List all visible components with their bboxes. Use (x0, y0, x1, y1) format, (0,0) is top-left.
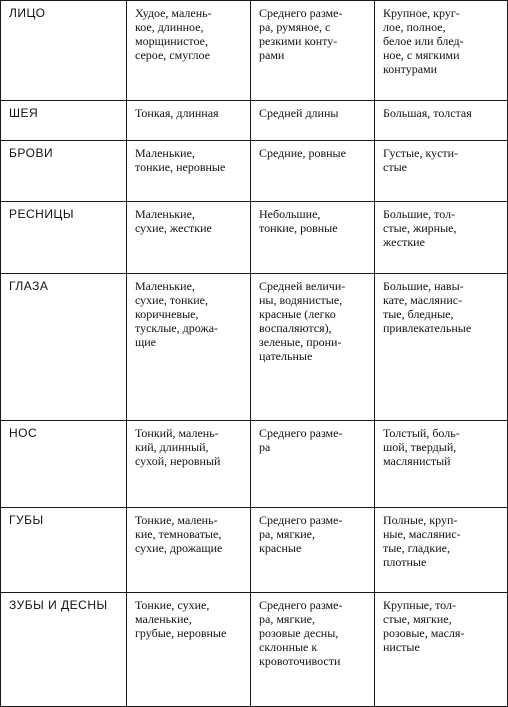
cell-text: Маленькие, сухие, тонкие, коричневые, тусклые, дрожа- щие (135, 279, 219, 349)
row-label: НОС (1, 421, 127, 508)
cell-text: Тонкая, длинная (135, 106, 219, 120)
table-cell (375, 421, 508, 508)
cell-text: Тонкие, сухие, маленькие, грубые, неровные (135, 598, 227, 640)
cell-text: Среднего разме- ра (259, 426, 343, 454)
cell-text: Крупные, тол- стые, мягкие, розовые, масля- нистые (383, 598, 465, 654)
table-cell (251, 274, 375, 421)
cell-text: Среднего разме- ра, мягкие, розовые десны, склонные к кровоточивости (259, 598, 343, 668)
table-cell (127, 1, 251, 101)
table-row (1, 1, 508, 101)
table-cell (251, 202, 375, 274)
table-cell (127, 101, 251, 141)
cell-text: Худое, малень- кое, длинное, морщинистое, серое, смуглое (135, 6, 212, 62)
table-cell (375, 508, 508, 593)
cell-text: Тонкие, малень- кие, темноватые, сухие, дрожащие (135, 513, 223, 555)
cell-text: Большие, навы- кате, маслянис- тые, бледные, привлекательные (383, 279, 472, 335)
table-cell (127, 141, 251, 202)
table-cell (375, 1, 508, 101)
cell-text: Среднего разме- ра, мягкие, красные (259, 513, 343, 555)
table-cell (375, 101, 508, 141)
table-cell (251, 508, 375, 593)
row-label: ШЕЯ (1, 101, 127, 141)
table-cell (251, 421, 375, 508)
cell-text: Небольшие, тонкие, ровные (259, 207, 338, 235)
row-label: ЗУБЫ И ДЕСНЫ (1, 593, 127, 707)
row-label: ГЛАЗА (1, 274, 127, 421)
cell-text: Тонкий, малень- кий, длинный, сухой, неровный (135, 426, 221, 468)
cell-text: Толстый, боль- шой, твердый, маслянистый (383, 426, 460, 468)
table-cell (251, 1, 375, 101)
cell-text: Средней величи- ны, водянистые, красные (легко воспаляются), зеленые, прони- цательные (259, 279, 346, 363)
table-cell (251, 141, 375, 202)
cell-text: Средней длины (259, 106, 339, 120)
table-row (1, 593, 508, 707)
table-row (1, 274, 508, 421)
table-cell (127, 593, 251, 707)
cell-text: Маленькие, тонкие, неровные (135, 146, 226, 174)
table-cell (251, 101, 375, 141)
row-label: ГУБЫ (1, 508, 127, 593)
cell-text: Средние, ровные (259, 146, 346, 160)
cell-text: Большие, тол- стые, жирные, жесткие (383, 207, 457, 249)
cell-text: Маленькие, сухие, жесткие (135, 207, 212, 235)
row-label: РЕСНИЦЫ (1, 202, 127, 274)
row-label: БРОВИ (1, 141, 127, 202)
table-row (1, 202, 508, 274)
table-row (1, 101, 508, 141)
table-cell (375, 593, 508, 707)
table-cell (127, 202, 251, 274)
cell-text: Крупное, круг- лое, полное, белое или блед- ное, с мягкими контурами (383, 6, 464, 76)
table-row (1, 508, 508, 593)
table-cell (127, 274, 251, 421)
table-cell (127, 421, 251, 508)
cell-text: Среднего разме- ра, румяное, с резкими конту- рами (259, 6, 343, 62)
table-cell (375, 141, 508, 202)
cell-text: Полные, круп- ные, маслянис- тые, гладкие, плотные (383, 513, 461, 569)
table-cell (375, 274, 508, 421)
cell-text: Большая, толстая (383, 106, 472, 120)
table-cell (375, 202, 508, 274)
cell-text: Густые, кусти- стые (383, 146, 459, 174)
table-cell (127, 508, 251, 593)
table-cell (251, 593, 375, 707)
table-row (1, 141, 508, 202)
table-row (1, 421, 508, 508)
row-label: ЛИЦО (1, 1, 127, 101)
